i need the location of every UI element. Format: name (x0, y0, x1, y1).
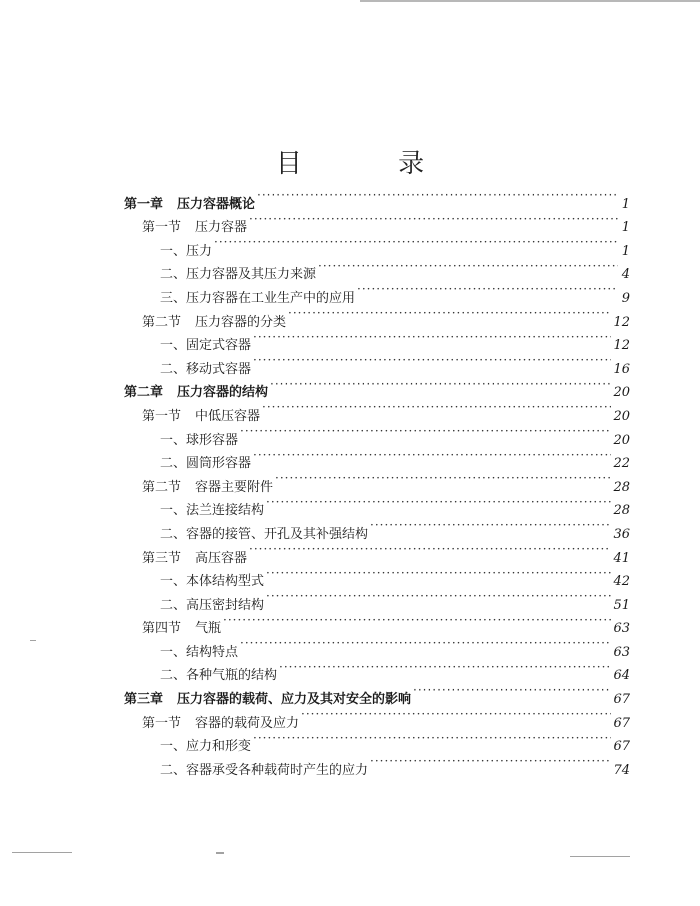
toc-entry-page: 67 (613, 692, 630, 708)
toc-entry-number: 第一节 (142, 715, 182, 731)
toc-entry-label (160, 334, 251, 358)
toc-entry-page: 51 (613, 597, 630, 613)
toc-entry-number: 第一节 (142, 220, 182, 236)
toc-leader-dots (240, 632, 611, 656)
toc-entry-title: 移动式容器 (186, 361, 252, 377)
toc-entry-label (160, 358, 251, 382)
toc-entry-number: 二、 (160, 597, 187, 613)
toc-entry-title: 压力容器的结构 (177, 385, 269, 401)
toc-entry-label (142, 617, 221, 641)
toc-leader-dots (288, 302, 611, 326)
toc-leader-dots (266, 562, 611, 586)
toc-entry-page: 16 (613, 361, 630, 377)
toc-entry-title: 中低压容器 (195, 408, 261, 424)
toc-entry-number: 二、 (160, 762, 187, 778)
toc-entry-title: 高压密封结构 (186, 597, 265, 613)
toc-leader-dots (262, 396, 611, 420)
toc-entry-title: 高压容器 (195, 550, 248, 566)
toc-entry-title: 本体结构型式 (186, 574, 265, 590)
toc-leader-dots (257, 184, 618, 208)
toc-entry-title: 气瓶 (195, 621, 222, 637)
toc-entry-number: 第四节 (142, 621, 182, 637)
toc-entry-title: 圆筒形容器 (186, 456, 252, 472)
toc-entry-label (142, 476, 273, 500)
toc-entry-page: 12 (613, 338, 630, 354)
toc-entry-label (160, 499, 264, 523)
toc-leader-dots (413, 679, 611, 703)
toc-entry-page: 74 (613, 762, 630, 778)
toc-entry-title: 球形容器 (186, 432, 239, 448)
toc-leader-dots (253, 727, 611, 751)
toc-entry-page: 1 (621, 243, 630, 259)
toc-leader-dots (214, 231, 618, 255)
toc-entry-label (142, 547, 247, 571)
toc-entry-number: 第一节 (142, 408, 182, 424)
toc-entry-label (124, 381, 268, 405)
toc-leader-dots (266, 491, 611, 515)
toc-entry-page: 63 (613, 644, 630, 660)
toc-leader-dots (275, 467, 611, 491)
toc-entry-number: 第二章 (124, 385, 164, 401)
toc-leader-dots (301, 703, 611, 727)
toc-entry-number: 第三节 (142, 550, 182, 566)
toc-entry-page: 28 (613, 503, 630, 519)
toc-entry-label (160, 735, 251, 759)
toc-entry-label (160, 570, 264, 594)
scan-mark-side (30, 640, 36, 641)
toc-entry-title: 容器的接管、开孔及其补强结构 (186, 526, 369, 542)
toc-entry-title: 压力容器 (195, 220, 248, 236)
toc-entry-page: 20 (613, 432, 630, 448)
toc-entry-page: 42 (613, 574, 630, 590)
toc-leader-dots (240, 420, 611, 444)
toc-leader-dots (249, 538, 611, 562)
toc-entry-number: 二、 (160, 456, 187, 472)
scan-edge-line (360, 0, 700, 2)
toc-entry-page: 9 (621, 290, 630, 306)
toc-entry-page: 22 (613, 456, 630, 472)
toc-entry-page: 1 (621, 220, 630, 236)
toc-leader-dots (223, 609, 611, 633)
toc-leader-dots (249, 208, 618, 232)
toc-entry-title: 压力容器在工业生产中的应用 (186, 290, 356, 306)
toc-entry-label (124, 193, 255, 217)
toc-entry-title: 各种气瓶的结构 (186, 668, 278, 684)
toc-entry-page: 28 (613, 479, 630, 495)
toc-entry-page: 4 (621, 267, 630, 283)
toc-entry-page: 20 (613, 408, 630, 424)
toc-entry-number: 一、 (160, 739, 187, 755)
toc-entry-number: 一、 (160, 574, 187, 590)
toc-entry-label (160, 452, 251, 476)
toc-entry-chapter (124, 184, 630, 212)
toc-entry-page: 64 (613, 668, 630, 684)
toc-entry-number: 一、 (160, 243, 187, 259)
toc-leader-dots (370, 750, 611, 774)
toc-entry-number: 第二节 (142, 314, 182, 330)
toc-entry-number: 第三章 (124, 692, 164, 708)
toc-entry-title: 压力容器及其压力来源 (186, 267, 317, 283)
toc-entry-number: 二、 (160, 526, 187, 542)
toc-entry-title: 压力容器概论 (177, 196, 256, 212)
toc-entry-title: 应力和形变 (186, 739, 252, 755)
toc-leader-dots (357, 278, 618, 302)
toc-entry-page: 36 (613, 526, 630, 542)
toc-entry-number: 一、 (160, 503, 187, 519)
toc-leader-dots (270, 373, 611, 397)
toc-leader-dots (253, 444, 611, 468)
toc-leader-dots (266, 585, 611, 609)
page-title: 目 录 (275, 149, 469, 180)
toc-entry-title: 容器承受各种载荷时产生的应力 (186, 762, 369, 778)
toc-entry-number: 一、 (160, 338, 187, 354)
toc-entry-title: 压力容器的分类 (195, 314, 287, 330)
toc-entry-title: 结构特点 (186, 644, 239, 660)
toc-entry-number: 二、 (160, 361, 187, 377)
toc-leader-dots (370, 514, 611, 538)
toc-leader-dots (279, 656, 611, 680)
toc-entry-label (160, 240, 212, 264)
toc-leader-dots (253, 326, 611, 350)
toc-entry-title: 固定式容器 (186, 338, 252, 354)
toc-entry-label (160, 759, 368, 783)
toc-entry-number: 二、 (160, 668, 187, 684)
toc-entry-page: 67 (613, 715, 630, 731)
toc-entry-title: 容器主要附件 (195, 479, 274, 495)
toc-entry-number: 一、 (160, 644, 187, 660)
toc-entry-title: 压力 (186, 243, 213, 259)
scan-mark-left (12, 852, 72, 853)
scan-mark-center (216, 852, 224, 854)
toc-entry-number: 第一章 (124, 196, 164, 212)
table-of-contents (124, 184, 630, 778)
toc-entry-page: 20 (613, 385, 630, 401)
toc-entry-page: 63 (613, 621, 630, 637)
toc-leader-dots (318, 255, 618, 279)
toc-entry-page: 67 (613, 739, 630, 755)
toc-entry-number: 一、 (160, 432, 187, 448)
toc-entry-label (160, 664, 277, 688)
toc-entry-number: 二、 (160, 267, 187, 283)
scan-mark-right (570, 856, 630, 857)
toc-entry-label (160, 641, 238, 665)
toc-entry-number: 第二节 (142, 479, 182, 495)
toc-entry-label (160, 263, 316, 287)
toc-entry-title: 容器的载荷及应力 (195, 715, 300, 731)
toc-entry-page: 12 (613, 314, 630, 330)
toc-entry-label (160, 429, 238, 453)
toc-entry-number: 三、 (160, 290, 187, 306)
toc-entry-page: 1 (621, 196, 630, 212)
toc-entry-page: 41 (613, 550, 630, 566)
toc-entry-title: 压力容器的载荷、应力及其对安全的影响 (177, 692, 412, 708)
toc-entry-title: 法兰连接结构 (186, 503, 265, 519)
toc-leader-dots (253, 349, 611, 373)
